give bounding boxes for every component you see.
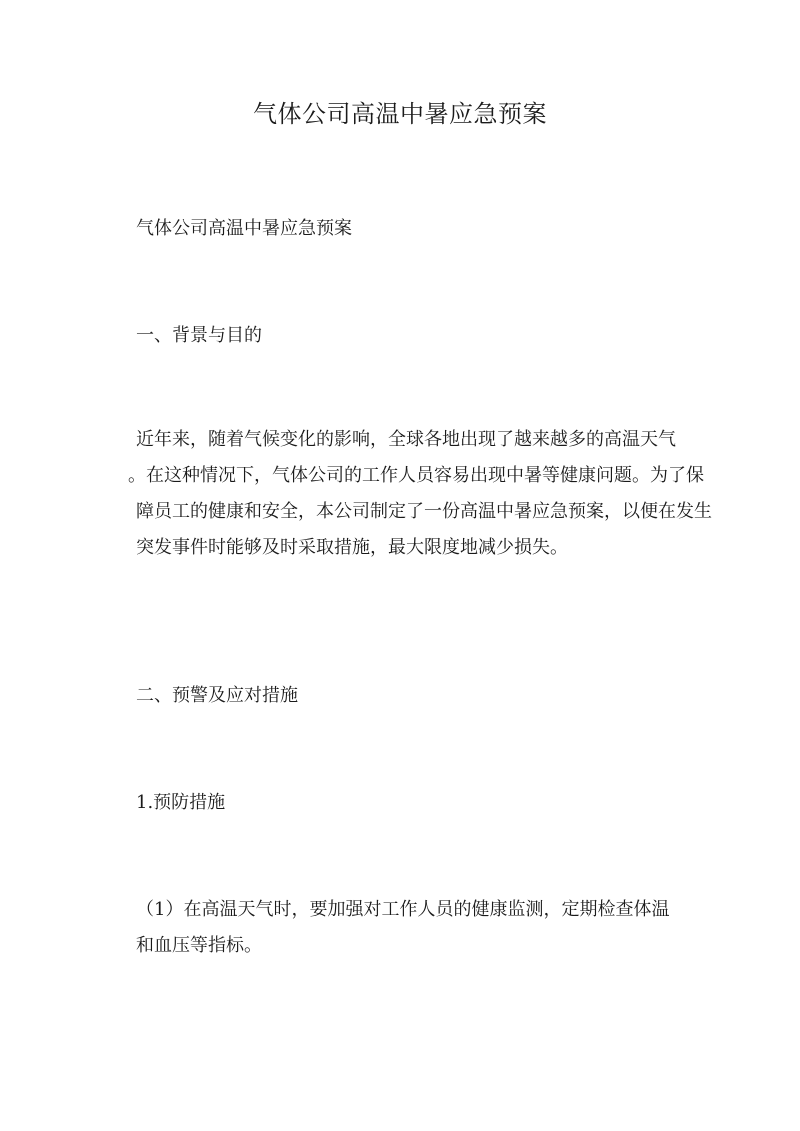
paragraph-prevention-item-1 — [136, 892, 716, 964]
paragraph-line: （1）在高温天气时，要加强对工作人员的健康监测，定期检查体温 — [136, 899, 670, 920]
paragraph-line: 近年来，随着气候变化的影响，全球各地出现了越来越多的高温天气 — [136, 429, 676, 450]
paragraph-background — [128, 422, 716, 566]
section-heading-background: 一、背景与目的 — [136, 325, 262, 346]
paragraph-line: 和血压等指标。 — [136, 935, 262, 956]
paragraph-line: 障员工的健康和安全，本公司制定了一份高温中暑应急预案，以便在发生 — [136, 501, 712, 522]
document-subtitle: 气体公司高温中暑应急预案 — [136, 218, 352, 239]
subsection-heading-prevention: 1.预防措施 — [136, 792, 226, 813]
paragraph-line: 突发事件时能够及时采取措施，最大限度地减少损失。 — [136, 537, 568, 558]
paragraph-line: 。在这种情况下，气体公司的工作人员容易出现中暑等健康问题。为了保 — [128, 465, 704, 486]
section-heading-measures: 二、预警及应对措施 — [136, 685, 298, 706]
document-title: 气体公司高温中暑应急预案 — [253, 100, 547, 128]
